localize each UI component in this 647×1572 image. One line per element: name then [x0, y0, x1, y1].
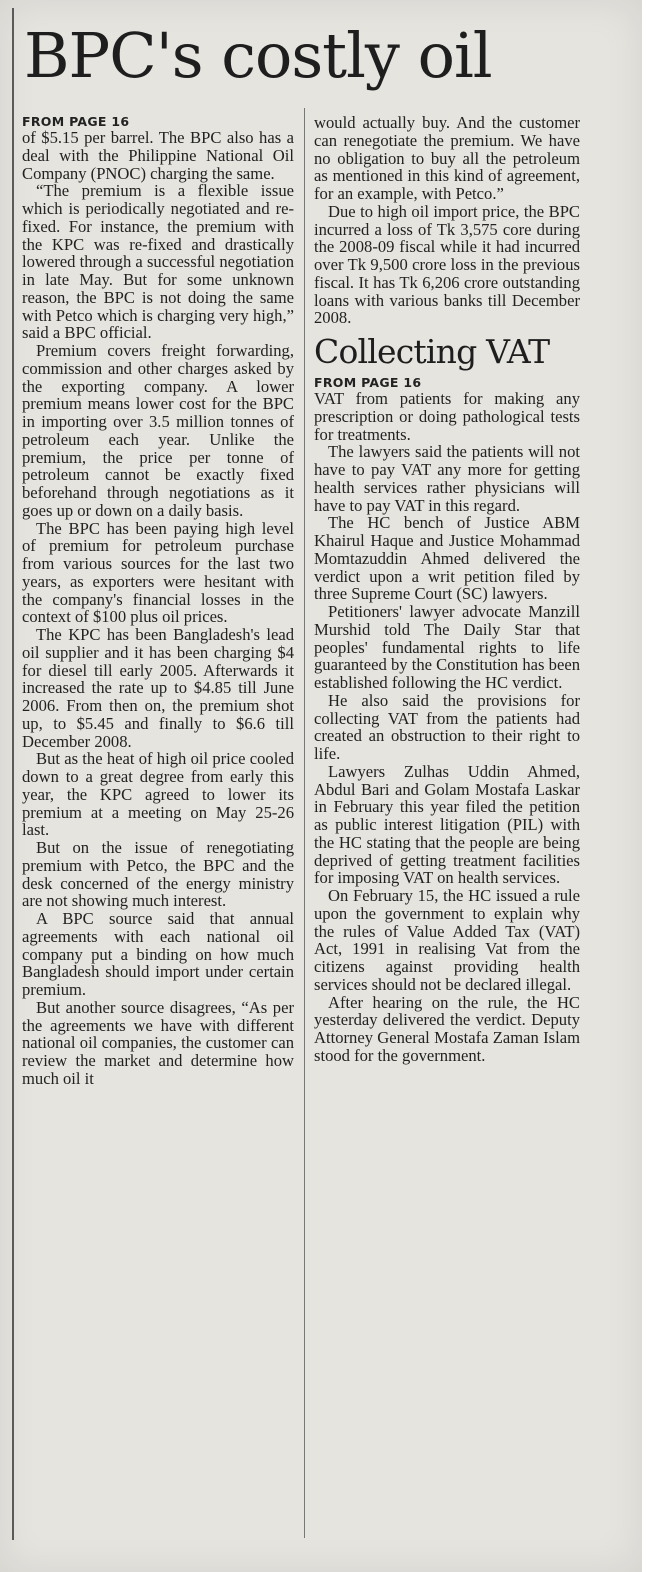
paragraph: “The premium is a flexible issue which is periodically negotiated and re-fixed. For instance, the premium with the KPC was re-fixed and drastically lowered through a successful negotiation in late May. But for some unknown reason, the BPC is not doing the same with Petco which is charging very high,” said a BPC official.: [22, 181, 294, 343]
article-kicker: FROM PAGE 16: [22, 114, 130, 129]
paragraph: But as the heat of high oil price cooled down to a great degree from early this year, the KPC agreed to lower its premium at a meeting on May 25-26 last.: [22, 749, 294, 840]
paragraph: The lawyers said the patients will not have to pay VAT any more for getting health services rather physicians will have to pay VAT in this regard.: [314, 442, 580, 515]
paragraph: But on the issue of renegotiating premium with Petco, the BPC and the desk concerned of the energy ministry are not showing much interest.: [22, 838, 294, 911]
right-column: [314, 114, 580, 1065]
paragraph: Due to high oil import price, the BPC incurred a loss of Tk 3,575 core during the 2008-09 fiscal while it had incurred over Tk 9,500 crore loss in the previous fiscal. It has Tk 6,206 crore outstanding loans with various banks till December 2008.: [314, 201, 580, 328]
paragraph: of $5.15 per barrel. The BPC also has a deal with the Philippine National Oil Company (PNOC) charging the same.: [22, 128, 294, 183]
paragraph: A BPC source said that annual agreements with each national oil company put a binding on how much Bangladesh should import under certain premium.: [22, 909, 294, 999]
article-headline: BPC's costly oil: [24, 19, 492, 92]
column-divider: [304, 108, 305, 1538]
paragraph: On February 15, the HC issued a rule upon the government to explain why the rules of Value Added Tax (VAT) Act, 1991 in realising Vat from the citizens against providing health services should not be declared illegal.: [314, 886, 580, 994]
paragraph: Petitioners' lawyer advocate Manzill Murshid told The Daily Star that peoples' fundamental rights to life guaranteed by the Constitution has been established following the HC verdict.: [314, 602, 580, 692]
paragraph: Lawyers Zulhas Uddin Ahmed, Abdul Bari and Golam Mostafa Laskar in February this year filed the petition as public interest litigation (PIL) with the HC stating that the people are being deprived of getting treatment facilities for imposing VAT on health services.: [314, 761, 580, 888]
paragraph: But another source disagrees, “As per the agreements we have with different national oil companies, the customer can review the market and determine how much oil it: [22, 997, 294, 1088]
paragraph: The HC bench of Justice ABM Khairul Haque and Justice Mohammad Momtazuddin Ahmed delivered the verdict upon a writ petition filed by three Supreme Court (SC) lawyers.: [314, 513, 580, 604]
paragraph: The KPC has been Bangladesh's lead oil supplier and it has been charging $4 for diesel till early 2005. Afterwards it increased the rate up to $4.85 till June 2006. From then on, the premium shot up, to $5.45 and finally to $6.6 till December 2008.: [22, 625, 294, 751]
second-article-headline: Collecting VAT: [314, 332, 550, 371]
paragraph: would actually buy. And the customer can renegotiate the premium. We have no obligation to buy all the petroleum as mentioned in this kind of agreement, for an example, with Petco.”: [314, 113, 580, 203]
left-column: [22, 114, 294, 1088]
paragraph: Premium covers freight forwarding, commission and other charges asked by the exporting company. A lower premium means lower cost for the BPC in importing over 3.5 million tonnes of petroleum each year. Unlike the premium, the price per tonne of petroleum cannot be exactly fixed beforehand through negotiations as it goes up or down on a daily basis.: [22, 341, 294, 520]
paragraph: The BPC has been paying high level of premium for petroleum purchase from various sources for the last two years, as exporters were hesitant with the company's financial losses in the context of $100 plus oil prices.: [22, 518, 294, 627]
second-article-kicker: FROM PAGE 16: [314, 375, 422, 390]
paragraph: He also said the provisions for collecting VAT from the patients had created an obstruction to their right to life.: [314, 690, 580, 763]
left-column-rule: [12, 8, 14, 1540]
paragraph: VAT from patients for making any prescription or doing pathological tests for treatments.: [314, 389, 580, 444]
paragraph: After hearing on the rule, the HC yesterday delivered the verdict. Deputy Attorney General Mostafa Zaman Islam stood for the government.: [314, 992, 580, 1065]
